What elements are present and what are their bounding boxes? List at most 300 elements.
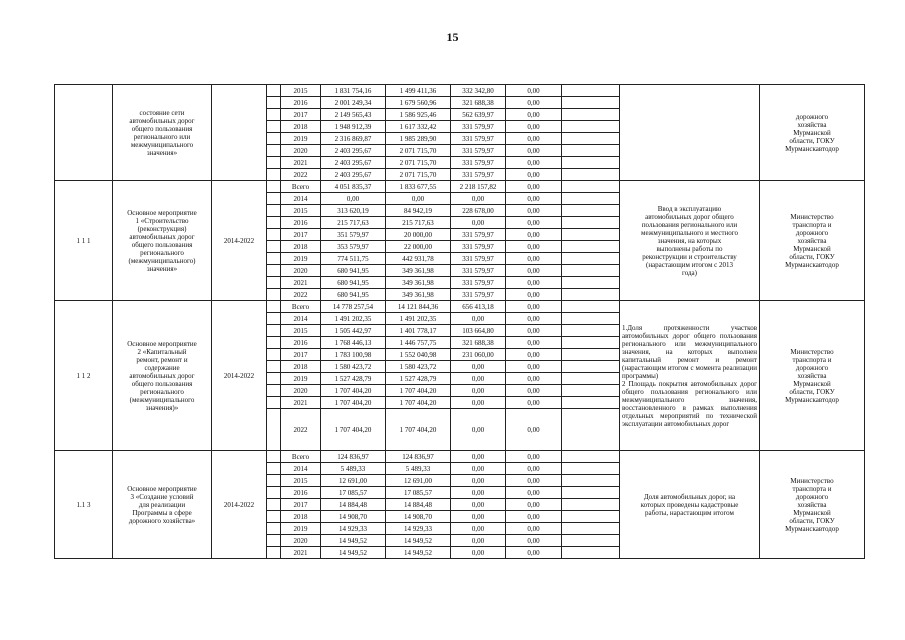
empty-cell [562,253,620,265]
other-source-cell-text: 0,00 [527,362,540,371]
total-cell [321,451,386,463]
year-cell-text: 2016 [293,338,308,347]
regional-budget-cell-text: 349 361,98 [402,278,434,287]
empty-cell [267,409,281,451]
year-cell-text: 2021 [293,548,308,557]
federal-budget-cell-text: 0,00 [471,524,485,533]
other-source-cell [506,241,562,253]
year-cell-text: 2014 [293,194,308,203]
empty-cell [267,475,281,487]
year-cell-text: 2021 [293,398,308,407]
other-source-cell [506,397,562,409]
total-cell-text: 2 001 249,34 [334,98,372,107]
federal-budget-cell [451,337,506,349]
federal-budget-cell [451,217,506,229]
federal-budget-cell-text: 0,00 [471,398,485,407]
total-cell-text: 1 831 754,16 [334,86,372,95]
federal-budget-cell [451,181,506,193]
regional-budget-cell [386,229,451,241]
indicator-cell [620,451,760,559]
federal-budget-cell [451,385,506,397]
executor-cell-text: Министерство транспорта и дорожного хозяйства Мурманской области, ГОКУ Мурманскавтодор [785,476,839,533]
executor-cell [760,301,865,451]
total-cell-text: 1 491 202,35 [334,314,372,323]
year-cell [281,547,321,559]
regional-budget-cell-text: 1 552 040,98 [399,350,437,359]
total-cell [321,181,386,193]
other-source-cell [506,253,562,265]
year-cell [281,217,321,229]
federal-budget-cell [451,361,506,373]
regional-budget-cell-text: 1 401 778,17 [399,326,437,335]
empty-cell [562,523,620,535]
regional-budget-cell [386,85,451,97]
federal-budget-cell-text: 0,00 [471,464,485,473]
federal-budget-cell-text: 0,00 [471,194,485,203]
regional-budget-cell [386,535,451,547]
federal-budget-cell [451,241,506,253]
other-source-cell [506,193,562,205]
regional-budget-cell [386,277,451,289]
year-cell [281,109,321,121]
regional-budget-cell-text: 1 707 404,20 [399,386,437,395]
total-cell [321,109,386,121]
federal-budget-cell [451,463,506,475]
year-cell [281,337,321,349]
federal-budget-cell-text: 0,00 [471,425,485,434]
total-cell [321,499,386,511]
other-source-cell [506,301,562,313]
federal-budget-cell-text: 331 579,97 [462,134,494,143]
regional-budget-cell-text: 1 679 560,96 [399,98,437,107]
other-source-cell [506,361,562,373]
regional-budget-cell [386,463,451,475]
total-cell [321,169,386,181]
empty-cell [562,265,620,277]
program-measures-table [54,84,865,559]
empty-cell [267,205,281,217]
year-cell [281,121,321,133]
total-cell-text: 14 929,33 [339,524,367,533]
year-cell-text: Всего [291,182,310,191]
empty-cell [267,361,281,373]
regional-budget-cell [386,97,451,109]
empty-cell [267,463,281,475]
year-cell-text: 2019 [293,134,308,143]
year-cell [281,169,321,181]
regional-budget-cell-text: 1 499 411,36 [399,86,437,95]
year-cell-text: 2017 [293,230,308,239]
other-source-cell [506,523,562,535]
regional-budget-cell [386,499,451,511]
empty-cell [267,349,281,361]
other-source-cell-text: 0,00 [527,254,540,263]
other-source-cell [506,97,562,109]
empty-cell [562,451,620,463]
year-cell [281,487,321,499]
regional-budget-cell-text: 349 361,98 [402,266,434,275]
empty-cell [267,511,281,523]
period-cell [212,451,267,559]
year-cell [281,511,321,523]
empty-cell [267,265,281,277]
empty-cell [267,397,281,409]
measure-name-cell-text: Основное мероприятие 2 «Капитальный ремонт, ремонт и содержание автомобильных дорог общего пользования регионального (межмуниципального значения)» [127,339,197,412]
measure-code-cell-text: 1 1 1 [76,236,91,245]
empty-cell [562,349,620,361]
other-source-cell-text: 0,00 [527,524,540,533]
regional-budget-cell-text: 442 931,78 [402,254,434,263]
other-source-cell [506,85,562,97]
other-source-cell-text: 0,00 [527,242,540,251]
total-cell [321,373,386,385]
year-cell [281,205,321,217]
total-cell-text: 680 941,95 [337,266,369,275]
federal-budget-cell [451,133,506,145]
period-cell-text: 2014-2022 [223,236,255,245]
federal-budget-cell [451,499,506,511]
year-cell-text: 2014 [293,314,308,323]
other-source-cell [506,373,562,385]
executor-cell [760,451,865,559]
regional-budget-cell-text: 2 071 715,70 [399,158,437,167]
total-cell-text: 351 579,97 [337,230,369,239]
year-cell-text: 2020 [293,146,308,155]
federal-budget-cell [451,409,506,451]
period-cell-text: 2014-2022 [223,371,255,380]
total-cell-text: 14 949,52 [339,536,367,545]
total-cell-text: 14 908,70 [339,512,367,521]
other-source-cell [506,229,562,241]
regional-budget-cell [386,205,451,217]
empty-cell [267,487,281,499]
federal-budget-cell-text: 231 060,00 [462,350,494,359]
total-cell [321,289,386,301]
indicator-cell-text: Доля автомобильных дорог, на которых проведены кадастровые работы, нарастающим итогом [640,492,739,517]
year-cell [281,397,321,409]
measure-code-cell-text: 1.1 3 [76,500,91,509]
total-cell [321,463,386,475]
federal-budget-cell [451,289,506,301]
other-source-cell-text: 0,00 [527,512,540,521]
federal-budget-cell [451,253,506,265]
year-cell-text: 2020 [293,266,308,275]
empty-cell [267,169,281,181]
year-cell [281,451,321,463]
empty-cell [562,361,620,373]
regional-budget-cell-text: 1 985 289,90 [399,134,437,143]
period-cell [212,301,267,451]
total-cell [321,487,386,499]
other-source-cell-text: 0,00 [527,170,540,179]
regional-budget-cell [386,373,451,385]
empty-cell [562,547,620,559]
year-cell-text: 2022 [293,425,308,434]
executor-cell [760,181,865,301]
other-source-cell-text: 0,00 [527,476,540,485]
total-cell [321,133,386,145]
regional-budget-cell [386,265,451,277]
regional-budget-cell-text: 22 000,00 [404,242,432,251]
federal-budget-cell [451,193,506,205]
federal-budget-cell [451,97,506,109]
other-source-cell-text: 0,00 [527,548,540,557]
total-cell [321,337,386,349]
other-source-cell-text: 0,00 [527,290,540,299]
regional-budget-cell-text: 1 491 202,35 [399,314,437,323]
federal-budget-cell-text: 0,00 [471,374,485,383]
empty-cell [562,229,620,241]
regional-budget-cell [386,397,451,409]
other-source-cell-text: 0,00 [527,266,540,275]
federal-budget-cell [451,277,506,289]
total-cell [321,325,386,337]
federal-budget-cell-text: 2 218 157,82 [459,182,497,191]
empty-cell [562,385,620,397]
year-cell-text: 2015 [293,86,308,95]
measure-name-cell-text: состояние сети автомобильных дорог общего пользования регионального или межмуниципального значения» [129,108,195,157]
empty-cell [562,169,620,181]
year-cell [281,265,321,277]
regional-budget-cell-text: 20 000,00 [404,230,432,239]
total-cell-text: 680 941,95 [337,290,369,299]
year-cell-text: 2018 [293,122,308,131]
total-cell [321,409,386,451]
total-cell [321,121,386,133]
total-cell [321,145,386,157]
federal-budget-cell [451,547,506,559]
regional-budget-cell-text: 2 071 715,70 [399,170,437,179]
federal-budget-cell-text: 321 688,38 [462,98,494,107]
federal-budget-cell-text: 0,00 [471,362,485,371]
federal-budget-cell [451,301,506,313]
year-cell [281,325,321,337]
regional-budget-cell [386,169,451,181]
regional-budget-cell-text: 17 085,57 [404,488,432,497]
empty-cell [562,475,620,487]
total-cell [321,535,386,547]
federal-budget-cell [451,349,506,361]
other-source-cell-text: 0,00 [527,314,540,323]
other-source-cell [506,121,562,133]
empty-cell [562,535,620,547]
federal-budget-cell-text: 332 342,80 [462,86,494,95]
other-source-cell-text: 0,00 [527,110,540,119]
empty-cell [562,397,620,409]
empty-cell [562,409,620,451]
regional-budget-cell-text: 84 942,19 [404,206,432,215]
total-cell [321,313,386,325]
federal-budget-cell-text: 331 579,97 [462,266,494,275]
empty-cell [267,85,281,97]
measure-code-cell [55,301,113,451]
indicator-cell-text: Ввод в эксплуатацию автомобильных дорог общего пользования регионального или межмуниципального и местного значения, на которых выполнены работы по реконструкции и строительству (нарастающим итогом с 2013 года) [641,204,738,277]
total-cell-text: 2 316 869,87 [334,134,372,143]
year-cell [281,301,321,313]
total-cell [321,385,386,397]
table-row [55,85,865,97]
total-cell-text: 2 149 565,43 [334,110,372,119]
federal-budget-cell [451,205,506,217]
year-cell-text: 2018 [293,512,308,521]
other-source-cell [506,349,562,361]
federal-budget-cell-text: 331 579,97 [462,146,494,155]
table-row [55,451,865,463]
total-cell [321,265,386,277]
measure-name-cell-text: Основное мероприятие 3 «Создание условий для реализации Программы в сфере дорожного хозяйства» [127,484,197,525]
regional-budget-cell [386,145,451,157]
federal-budget-cell [451,313,506,325]
other-source-cell [506,325,562,337]
indicator-cell [620,181,760,301]
regional-budget-cell [386,217,451,229]
empty-cell [267,289,281,301]
year-cell [281,253,321,265]
other-source-cell [506,385,562,397]
empty-cell [267,325,281,337]
regional-budget-cell [386,181,451,193]
year-cell [281,181,321,193]
empty-cell [562,241,620,253]
regional-budget-cell [386,193,451,205]
federal-budget-cell [451,157,506,169]
year-cell [281,277,321,289]
other-source-cell [506,451,562,463]
federal-budget-cell-text: 331 579,97 [462,122,494,131]
federal-budget-cell-text: 331 579,97 [462,278,494,287]
year-cell-text: 2015 [293,476,308,485]
regional-budget-cell-text: 1 586 925,46 [399,110,437,119]
empty-cell [562,205,620,217]
regional-budget-cell-text: 1 580 423,72 [399,362,437,371]
regional-budget-cell [386,349,451,361]
measure-code-cell [55,451,113,559]
empty-cell [267,241,281,253]
total-cell [321,361,386,373]
empty-cell [562,301,620,313]
empty-cell [562,313,620,325]
year-cell [281,157,321,169]
federal-budget-cell-text: 331 579,97 [462,254,494,263]
page-number: 15 [446,30,459,44]
total-cell-text: 124 836,97 [337,452,369,461]
empty-cell [267,229,281,241]
total-cell [321,349,386,361]
total-cell [321,241,386,253]
total-cell-text: 1 707 404,20 [334,425,372,434]
empty-cell [267,451,281,463]
other-source-cell-text: 0,00 [527,488,540,497]
total-cell-text: 5 489,33 [340,464,366,473]
federal-budget-cell [451,523,506,535]
period-cell [212,85,267,181]
regional-budget-cell-text: 14 949,52 [404,536,432,545]
other-source-cell [506,463,562,475]
measure-name-cell [113,451,212,559]
federal-budget-cell-text: 0,00 [471,548,485,557]
measure-name-cell [113,301,212,451]
empty-cell [562,157,620,169]
federal-budget-cell [451,511,506,523]
empty-cell [267,145,281,157]
empty-cell [562,277,620,289]
empty-cell [267,337,281,349]
regional-budget-cell [386,301,451,313]
other-source-cell-text: 0,00 [527,374,540,383]
regional-budget-cell-text: 14 929,33 [404,524,432,533]
federal-budget-cell [451,373,506,385]
year-cell [281,373,321,385]
other-source-cell-text: 0,00 [527,122,540,131]
year-cell-text: 2017 [293,110,308,119]
measure-code-cell [55,85,113,181]
year-cell-text: 2019 [293,524,308,533]
other-source-cell-text: 0,00 [527,194,540,203]
federal-budget-cell-text: 331 579,97 [462,170,494,179]
other-source-cell-text: 0,00 [527,302,540,311]
year-cell [281,475,321,487]
regional-budget-cell-text: 1 707 404,20 [399,398,437,407]
federal-budget-cell [451,109,506,121]
regional-budget-cell [386,121,451,133]
total-cell [321,85,386,97]
year-cell [281,289,321,301]
federal-budget-cell-text: 0,00 [471,386,485,395]
other-source-cell [506,157,562,169]
empty-cell [267,253,281,265]
year-cell-text: 2014 [293,464,308,473]
other-source-cell [506,133,562,145]
empty-cell [562,487,620,499]
other-source-cell [506,145,562,157]
federal-budget-cell-text: 0,00 [471,512,485,521]
other-source-cell-text: 0,00 [527,134,540,143]
federal-budget-cell [451,145,506,157]
empty-cell [267,499,281,511]
empty-cell [562,181,620,193]
total-cell-text: 17 085,57 [339,488,367,497]
empty-cell [562,145,620,157]
total-cell-text: 2 403 295,67 [334,146,372,155]
table-row [55,181,865,193]
total-cell [321,523,386,535]
year-cell-text: 2016 [293,488,308,497]
regional-budget-cell [386,337,451,349]
other-source-cell-text: 0,00 [527,452,540,461]
empty-cell [267,97,281,109]
federal-budget-cell-text: 0,00 [471,314,485,323]
empty-cell [267,301,281,313]
total-cell [321,547,386,559]
total-cell-text: 4 051 835,37 [334,182,372,191]
other-source-cell [506,205,562,217]
regional-budget-cell [386,451,451,463]
indicator-cell-text: 1.Доля протяженности участков автомобильных дорог общего пользования регионального или межмуниципального значения, на которых выполнен капитальный ремонт и ремонт (нарастающим итогом с момента реализации программы) 2 Площадь покрытия автомобильных дорог общего пользования регионального или межмуниципального значения, восстановленного в рамках выполнения отдельных мероприятий по технической эксплуатации автомобильных дорог [622,323,757,428]
other-source-cell [506,289,562,301]
empty-cell [562,337,620,349]
empty-cell [562,109,620,121]
regional-budget-cell-text: 215 717,63 [402,218,434,227]
federal-budget-cell-text: 321 688,38 [462,338,494,347]
other-source-cell-text: 0,00 [527,146,540,155]
total-cell-text: 1 580 423,72 [334,362,372,371]
federal-budget-cell-text: 331 579,97 [462,290,494,299]
year-cell [281,241,321,253]
period-cell [212,181,267,301]
other-source-cell [506,265,562,277]
regional-budget-cell [386,361,451,373]
federal-budget-cell-text: 0,00 [471,536,485,545]
